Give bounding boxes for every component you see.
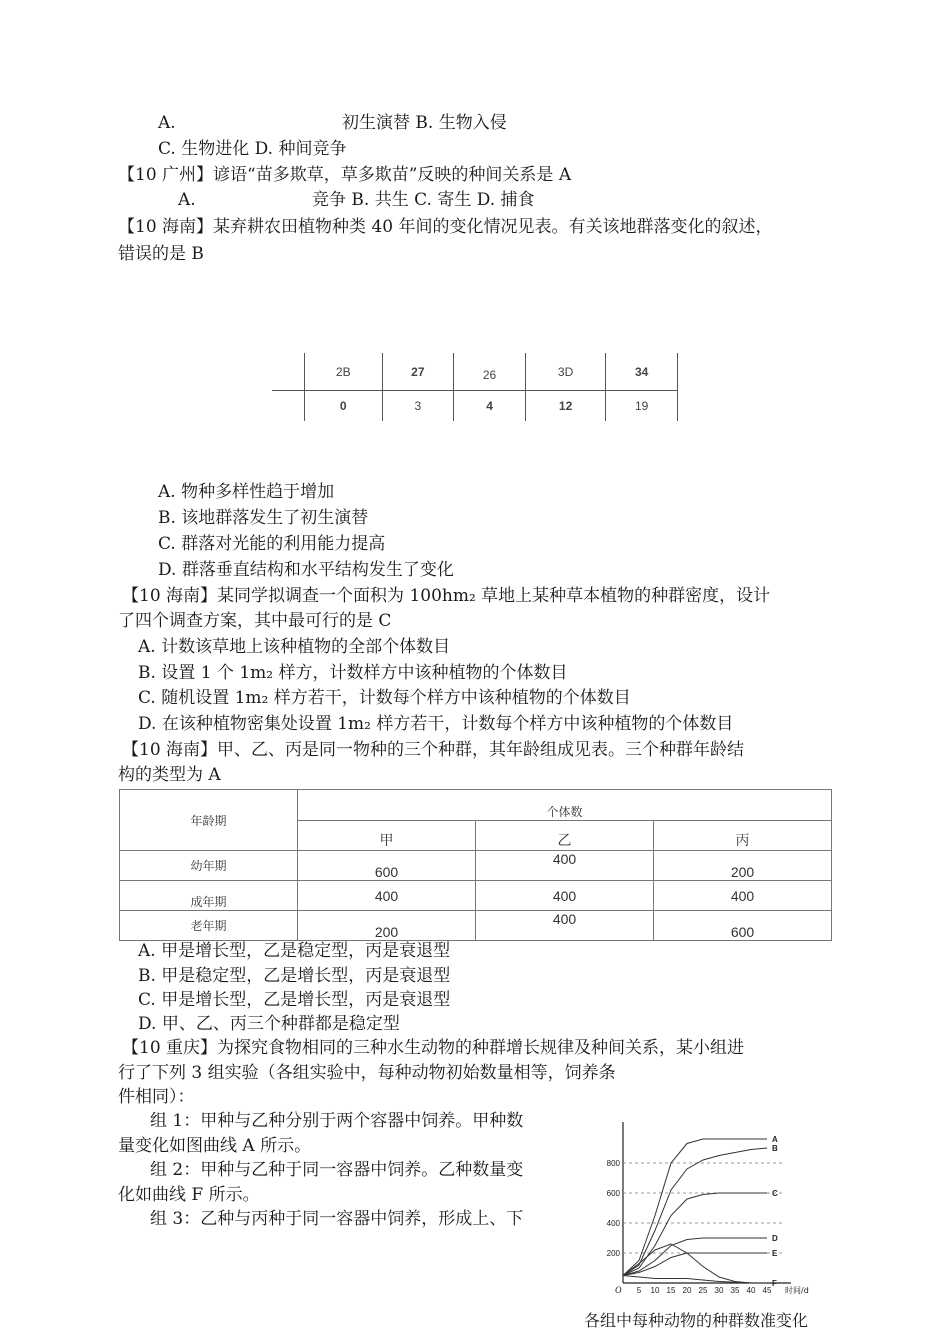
header-bing: 丙 (654, 820, 832, 851)
x-tick-label: 45 (762, 1286, 772, 1295)
table-cell: 12 (525, 391, 605, 422)
table-cell: 400 (476, 851, 654, 881)
series-label: B (772, 1144, 778, 1153)
option-a: A. 计数该草地上该种植物的全部个体数目 (138, 637, 451, 657)
series-label: E (772, 1249, 778, 1258)
line-options-1: 初生演替 B. 生物入侵 (342, 113, 507, 133)
question-hainan-2: 【10 海南】某同学拟调查一个面积为 100hm₂ 草地上某种草本植物的种群密度，设计 (122, 586, 771, 606)
y-tick-label: 200 (606, 1249, 620, 1258)
group-1-line-1: 组 1：甲种与乙种分别于两个容器中饲养。甲种数 (150, 1111, 524, 1131)
table-cell: 600 (298, 851, 476, 881)
group-2-line-2: 化如曲线 F 所示。 (118, 1185, 260, 1205)
option-b: B. 设置 1 个 1m₂ 样方，计数样方中该种植物的个体数目 (138, 663, 568, 683)
series-label: D (772, 1234, 778, 1243)
option-a: A. 物种多样性趋于增加 (158, 482, 335, 502)
table-cell: 400 (654, 881, 832, 911)
age-structure-table (119, 789, 832, 941)
series-line (623, 1253, 767, 1276)
table-cell: 27 (382, 353, 454, 391)
option-b: B. 该地群落发生了初生演替 (158, 508, 369, 528)
table-cell: 200 (298, 911, 476, 941)
table-cell: 200 (654, 851, 832, 881)
question-hainan-1-cont: 错误的是 B (118, 244, 204, 264)
table-cell: 4 (454, 391, 526, 422)
series-label: C (772, 1189, 778, 1198)
x-tick-label: 20 (682, 1286, 692, 1295)
table-cell: 400 (476, 911, 654, 941)
x-tick-label: 10 (650, 1286, 660, 1295)
origin-label: O (615, 1285, 622, 1295)
line-option-a-2: A. (178, 190, 196, 210)
table-cell: 34 (606, 353, 678, 391)
group-3-line-1: 组 3：乙种与丙种于同一容器中饲养，形成上、下 (150, 1209, 524, 1229)
series-line (623, 1148, 767, 1276)
species-table (272, 353, 678, 421)
table-cell: 3D (525, 353, 605, 391)
question-hainan-2-cont: 了四个调查方案，其中最可行的是 C (118, 611, 392, 631)
option-b: B. 甲是稳定型，乙是增长型，丙是衰退型 (138, 966, 451, 986)
y-tick-label: 400 (606, 1219, 620, 1228)
group-2-line-1: 组 2：甲种与乙种于同一容器中饲养。乙种数量变 (150, 1160, 524, 1180)
row-label: 成年期 (120, 881, 298, 911)
chart-caption: 各组中每种动物的种群数准变化 (584, 1311, 809, 1330)
y-tick-label: 600 (606, 1189, 620, 1198)
option-a: A. 甲是增长型，乙是稳定型，丙是衰退型 (138, 941, 451, 961)
population-chart (598, 1118, 809, 1306)
option-c: C. 随机设置 1m₂ 样方若干，计数每个样方中该种植物的个体数目 (138, 688, 631, 708)
table-cell: 600 (654, 911, 832, 941)
question-guangzhou: 【10 广州】谚语“苗多欺草，草多欺苗”反映的种间关系是 A (118, 165, 572, 185)
x-tick-label: 5 (636, 1286, 642, 1295)
header-yi: 乙 (476, 820, 654, 851)
table-cell: 400 (298, 881, 476, 911)
y-tick-label: 800 (606, 1159, 620, 1168)
line-options-2: C. 生物进化 D. 种间竞争 (158, 139, 347, 159)
option-d: D. 群落垂直结构和水平结构发生了变化 (158, 560, 454, 580)
series-label: A (772, 1135, 778, 1144)
option-d: D. 在该种植物密集处设置 1m₂ 样方若干，计数每个样方中该种植物的个体数目 (138, 714, 734, 734)
group-1-line-2: 量变化如图曲线 A 所示。 (118, 1136, 312, 1156)
option-c: C. 群落对光能的利用能力提高 (158, 534, 386, 554)
table-cell: 400 (476, 881, 654, 911)
option-d: D. 甲、乙、丙三个种群都是稳定型 (138, 1014, 400, 1034)
question-chongqing: 【10 重庆】为探究食物相同的三种水生动物的种群增长规律及种间关系，某小组进 (122, 1038, 745, 1058)
row-label: 幼年期 (120, 851, 298, 881)
series-line (623, 1276, 767, 1284)
x-tick-label: 30 (714, 1286, 724, 1295)
series-line (623, 1139, 767, 1276)
table-cell: 0 (305, 391, 383, 422)
series-label: F (772, 1279, 777, 1288)
series-line (623, 1193, 767, 1276)
x-tick-label: 40 (746, 1286, 756, 1295)
x-tick-label: 35 (730, 1286, 740, 1295)
table-cell: 19 (606, 391, 678, 422)
line-options-3: 竞争 B. 共生 C. 寄生 D. 捕食 (312, 190, 535, 210)
table-cell: 26 (454, 353, 526, 391)
x-axis-label: 时间/d (785, 1286, 809, 1295)
question-hainan-3-cont: 构的类型为 A (118, 765, 221, 785)
x-tick-label: 15 (666, 1286, 676, 1295)
option-c: C. 甲是增长型，乙是增长型，丙是衰退型 (138, 990, 451, 1010)
header-age: 年龄期 (120, 790, 298, 851)
table-cell: 2B (305, 353, 383, 391)
row-label: 老年期 (120, 911, 298, 941)
header-count: 个体数 (298, 790, 832, 821)
question-chongqing-cont-1: 行了下列 3 组实验（各组实验中，每种动物初始数量相等，饲养条 (118, 1063, 616, 1083)
x-tick-label: 25 (698, 1286, 708, 1295)
question-chongqing-cont-2: 件相同）： (118, 1087, 195, 1107)
question-hainan-3: 【10 海南】甲、乙、丙是同一物种的三个种群，其年龄组成见表。三个种群年龄结 (122, 740, 745, 760)
line-option-a: A. (158, 113, 176, 133)
question-hainan-1: 【10 海南】某弃耕农田植物种类 40 年间的变化情况见表。有关该地群落变化的叙述， (118, 217, 773, 237)
header-jia: 甲 (298, 820, 476, 851)
table-cell: 3 (382, 391, 454, 422)
